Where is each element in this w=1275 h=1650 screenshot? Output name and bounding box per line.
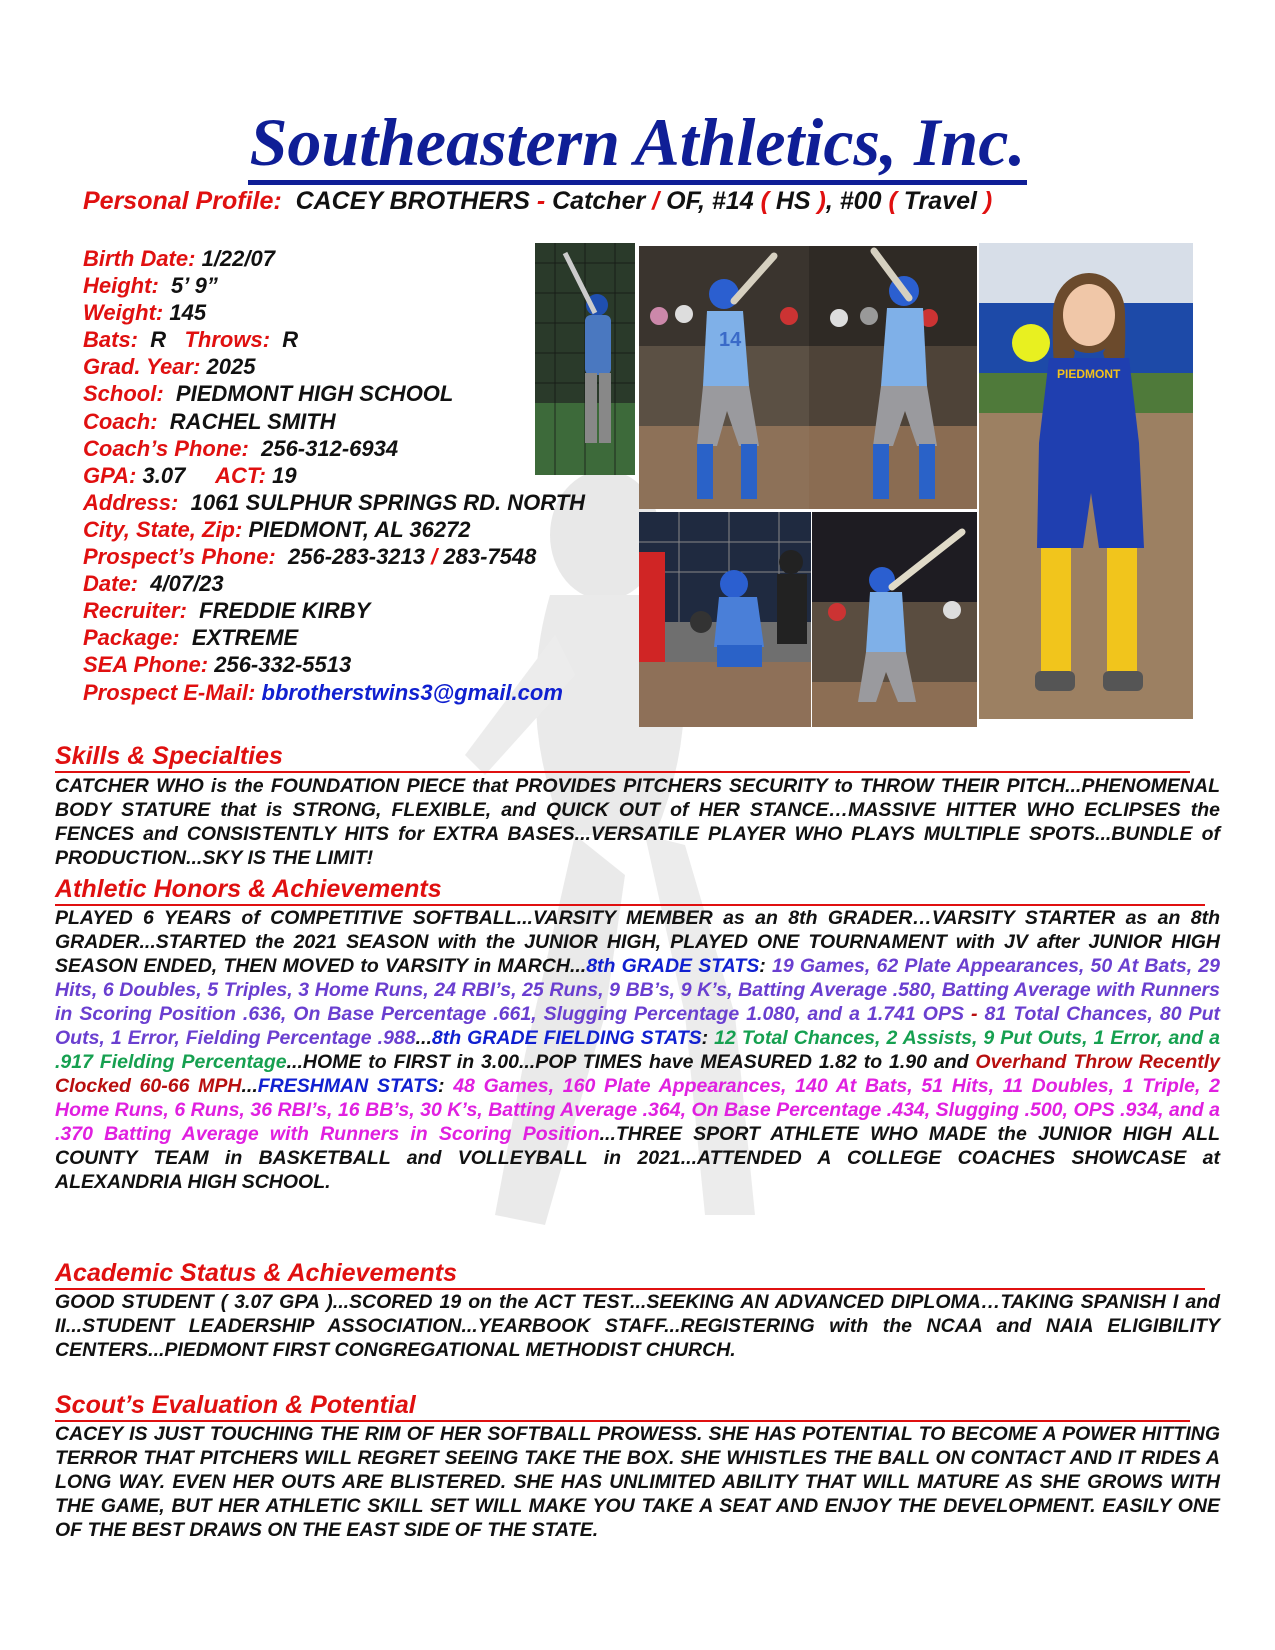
photo-batter-net <box>535 243 635 475</box>
height-row: Height: 5’ 9” <box>83 273 218 299</box>
photo-swing-follow-through <box>812 512 977 727</box>
profile-info <box>83 245 585 706</box>
email-row: Prospect E-Mail: bbrotherstwins3@gmail.com <box>83 679 563 705</box>
academic-text: GOOD STUDENT ( 3.07 GPA )...SCORED 19 on the ACT TEST...SEEKING AN ADVANCED DIPLOMA…TAKING SPANISH I and II...STUDENT LEADERSHIP ASSOCIATION...YEARBOOK STAFF...REGISTERING with the NCAA and NAIA ELIGIBILITY CENTERS...PIEDMONT FIRST CONGREGATIONAL METHODIST CHURCH. <box>55 1291 1220 1361</box>
scout-heading: Scout’s Evaluation & Potential <box>55 1391 416 1419</box>
photo-portrait-holding-ball <box>979 243 1193 719</box>
sea-phone-row: SEA Phone: 256-332-5513 <box>83 652 352 678</box>
email-link[interactable]: bbrotherstwins3@gmail.com <box>261 679 563 705</box>
coach-phone-row: Coach’s Phone: 256-312-6934 <box>83 435 399 461</box>
photo-batting-stance-1 <box>639 246 809 509</box>
eighth-grade-fielding-label: 8th GRADE FIELDING STATS <box>431 1027 702 1049</box>
weight-row: Weight: 145 <box>83 300 207 326</box>
school-row: School: PIEDMONT HIGH SCHOOL <box>83 381 454 407</box>
scout-text: CACEY IS JUST TOUCHING THE RIM OF HER SOFTBALL PROWESS. SHE HAS POTENTIAL TO BECOME A POWER HITTING TERROR THAT PITCHERS WILL REGRET SEEING TAKE THE BOX. SHE WHISTLES THE BALL ON CONTACT AND IT RIDES A LONG WAY. EVEN HER OUTS ARE BLISTERED. SHE HAS UNLIMITED ABILITY THAT WILL MATURE AS SHE GROWS WITH THE GAME, BUT HER ATHLETIC SKILL SET WILL MAKE YOU TAKE A SEAT AND ENJOY THE DEVELOPMENT. EASILY ONE OF THE BEST DRAWS ON THE EAST SIDE OF THE STATE. <box>55 1423 1220 1541</box>
position-slash: / <box>652 187 660 215</box>
hs-label: HS <box>775 187 811 215</box>
profile-dash: - <box>536 187 546 215</box>
grad-year-row: Grad. Year: 2025 <box>83 354 256 380</box>
skills-heading: Skills & Specialties <box>55 742 283 770</box>
overhand-throw-text: Overhand Throw Recently Clocked 60-66 MPH <box>55 1051 1221 1097</box>
academic-heading: Academic Status & Achievements <box>55 1259 458 1287</box>
photo-batting-stance-2 <box>809 246 977 509</box>
recruiter-row: Recruiter: FREDDIE KIRBY <box>83 598 371 624</box>
jersey-text: PIEDMONT <box>1057 367 1121 381</box>
travel-label: Travel <box>903 187 977 215</box>
profile-line <box>83 187 992 216</box>
eighth-grade-stats: 19 Games, 62 Plate Appearances, 50 At Bats, 29 Hits, 6 Doubles, 5 Triples, 3 Home Runs, 24 RBI’s, 25 Runs, 9 BB’s, 9 K’s, Batting Average .580, Batting Average with Runners in Scoring Position .636, On Base Percentage .661, Slugging Percentage 1.080, and a 1.741 OPS <box>55 955 1220 1025</box>
eighth-grade-fielding-stats: 12 Total Chances, 2 Assists, 9 Put Outs, 1 Error, and a .917 Fielding Percentage <box>55 1027 1220 1073</box>
bats-throws-row: Bats: R Throws: R <box>83 327 299 353</box>
coach-row: Coach: RACHEL SMITH <box>83 408 336 434</box>
package-row: Package: EXTREME <box>83 625 299 651</box>
position-of-number: OF, #14 <box>666 187 754 215</box>
date-row: Date: 4/07/23 <box>83 571 224 597</box>
company-title: Southeastern Athletics, Inc. <box>0 108 1275 176</box>
honors-heading: Athletic Honors & Achievements <box>55 875 442 903</box>
city-state-zip-row: City, State, Zip: PIEDMONT, AL 36272 <box>83 516 471 542</box>
position-catcher: Catcher <box>552 187 646 215</box>
freshman-stats-label: FRESHMAN STATS <box>257 1075 438 1097</box>
travel-number: , #00 <box>825 187 882 215</box>
paren-open-hs: ( <box>760 187 769 215</box>
honors-text: PLAYED 6 YEARS of COMPETITIVE SOFTBALL...VARSITY MEMBER as an 8th GRADER…VARSITY STARTER as an 8th GRADER...STARTED the 2021 SEASON with the JUNIOR HIGH, PLAYED ONE TOURNAMENT with JV after JUNIOR HIGH SEASON ENDED, THEN MOVED to VARSITY in MARCH...8th GRADE STATS: 19 Games, 62 Plate Appearances, 50 At Bats, 29 Hits, 6 Doubles, 5 Triples, 3 Home Runs, 24 RBI’s, 25 Runs, 9 BB’s, 9 K’s, Batting Average .580, Batting Average with Runners in Scoring Position .636, On Base Percentage .661, Slugging Percentage 1.080, and a 1.741 OPS - 81 Total Chances, 80 Put Outs, 1 Error, Fielding Percentage .988...8th GRADE FIELDING STATS: 12 Total Chances, 2 Assists, 9 Put Outs, 1 Error, and a .917 Fielding Percentage...HOME to FIRST in 3.00...POP TIMES have MEASURED 1.82 to 1.90 and Overhand Throw Recently Clocked 60-66 MPH...FRESHMAN STATS: 48 Games, 160 Plate Appearances, 140 At Bats, 51 Hits, 11 Doubles, 1 Triple, 2 Home Runs, 6 Runs, 36 RBI’s, 16 BB’s, 30 K’s, Batting Average .364, On Base Percentage .434, Slugging .500, OPS .934, and a .370 Batting Average with Runners in Scoring Position...THREE SPORT ATHLETE WHO MADE the JUNIOR HIGH ALL COUNTY TEAM in BASKETBALL and VOLLEYBALL in 2021...ATTENDED A COLLEGE COACHES SHOWCASE at ALEXANDRIA HIGH SCHOOL. <box>55 907 1221 1193</box>
address-row: Address: 1061 SULPHUR SPRINGS RD. NORTH <box>83 489 586 515</box>
paren-close-travel: ) <box>983 187 993 215</box>
skills-divider <box>55 771 1190 773</box>
birth-date-row: Birth Date: 1/22/07 <box>83 246 275 271</box>
freshman-stats: 48 Games, 160 Plate Appearances, 140 At Bats, 51 Hits, 11 Doubles, 1 Triple, 2 Home Runs, 6 Runs, 36 RBI’s, 16 BB’s, 30 K’s, Batting Average .364, On Base Percentage .434, Slugging .500, OPS .934, and a .370 Batting Average with Runners in Scoring Position <box>55 1075 1220 1145</box>
prospect-phone-row: Prospect’s Phone: 256-283-3213 / 283-7548 <box>83 544 537 570</box>
jersey-number-text: 14 <box>719 329 742 351</box>
paren-open-travel: ( <box>888 187 897 215</box>
eighth-grade-stats-label: 8th GRADE STATS <box>586 955 760 977</box>
player-name: CACEY BROTHERS <box>295 187 530 215</box>
profile-label: Personal Profile: <box>83 187 282 215</box>
skills-text: CATCHER WHO is the FOUNDATION PIECE that PROVIDES PITCHERS SECURITY to THROW THEIR PITCH...PHENOMENAL BODY STATURE that is STRONG, FLEXIBLE, and QUICK OUT of HER STANCE…MASSIVE HITTER WHO ECLIPSES the FENCES and CONSISTENTLY HITS for EXTRA BASES...VERSATILE PLAYER WHO PLAYS MULTIPLE SPOTS...BUNDLE of PRODUCTION...SKY IS THE LIMIT! <box>55 775 1220 869</box>
gpa-act-row: GPA: 3.07 ACT: 19 <box>83 462 297 488</box>
paren-close-hs: ) <box>817 187 826 215</box>
photo-catcher-crouch <box>639 512 811 727</box>
